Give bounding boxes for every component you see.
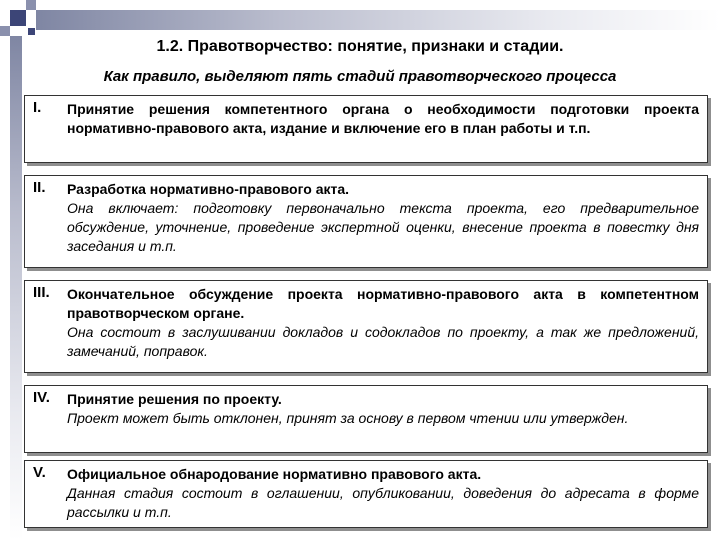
stage-main-text: Принятие решения компетентного органа о необходимости подготовки проекта нормативно-правового акта, издание и включение его в план работы и т.п. xyxy=(67,101,699,136)
page-subtitle: Как правило, выделяют пять стадий правотворческого процесса xyxy=(103,68,617,85)
stage-content xyxy=(67,465,699,522)
stage-number: III. xyxy=(33,284,50,301)
stage-number: I. xyxy=(33,99,42,116)
stage-main-text: Разработка нормативно-правового акта. xyxy=(67,181,350,197)
corner-square-small xyxy=(28,28,35,35)
page-title: 1.2. Правотворчество: понятие, признаки и стадии. xyxy=(156,38,564,55)
stage-content xyxy=(67,180,699,256)
stage-note-text: Она состоит в заслушивании докладов и содокладов по проекту, а так же предложений, замечаний, поправок. xyxy=(67,324,699,359)
corner-square-dark xyxy=(10,10,26,26)
stage-number: II. xyxy=(33,179,46,196)
stage-main-text: Окончательное обсуждение проекта нормативно-правового акта в компетентном правотворческом органе. xyxy=(67,286,699,321)
stage-content xyxy=(67,285,699,361)
stage-number: V. xyxy=(33,464,46,481)
stage-content xyxy=(67,100,699,138)
stage-content xyxy=(67,390,699,428)
stage-box-2 xyxy=(24,175,708,268)
side-gradient-bar xyxy=(10,36,22,540)
corner-square-mid xyxy=(26,0,36,10)
stage-main-text: Официальное обнародование нормативно правового акта. xyxy=(67,466,482,482)
stage-box-3 xyxy=(24,280,708,373)
corner-square-light xyxy=(0,26,10,36)
stage-note-text: Она включает: подготовку первоначально текста проекта, его предварительное обсуждение, уточнение, проведение экспертной оценки, внесение проекта в повестку дня заседания и т.п. xyxy=(67,200,699,254)
header-gradient-bar xyxy=(36,10,720,30)
stage-box-1 xyxy=(24,95,708,163)
stage-main-text: Принятие решения по проекту. xyxy=(67,391,282,407)
stage-box-4 xyxy=(24,385,708,453)
stage-box-5 xyxy=(24,460,708,528)
stage-note-text: Данная стадия состоит в оглашении, опубликовании, доведения до адресата в форме рассылки и т.п. xyxy=(67,485,699,520)
stage-note-text: Проект может быть отклонен, принят за основу в первом чтении или утвержден. xyxy=(67,410,629,426)
stage-number: IV. xyxy=(33,389,50,406)
